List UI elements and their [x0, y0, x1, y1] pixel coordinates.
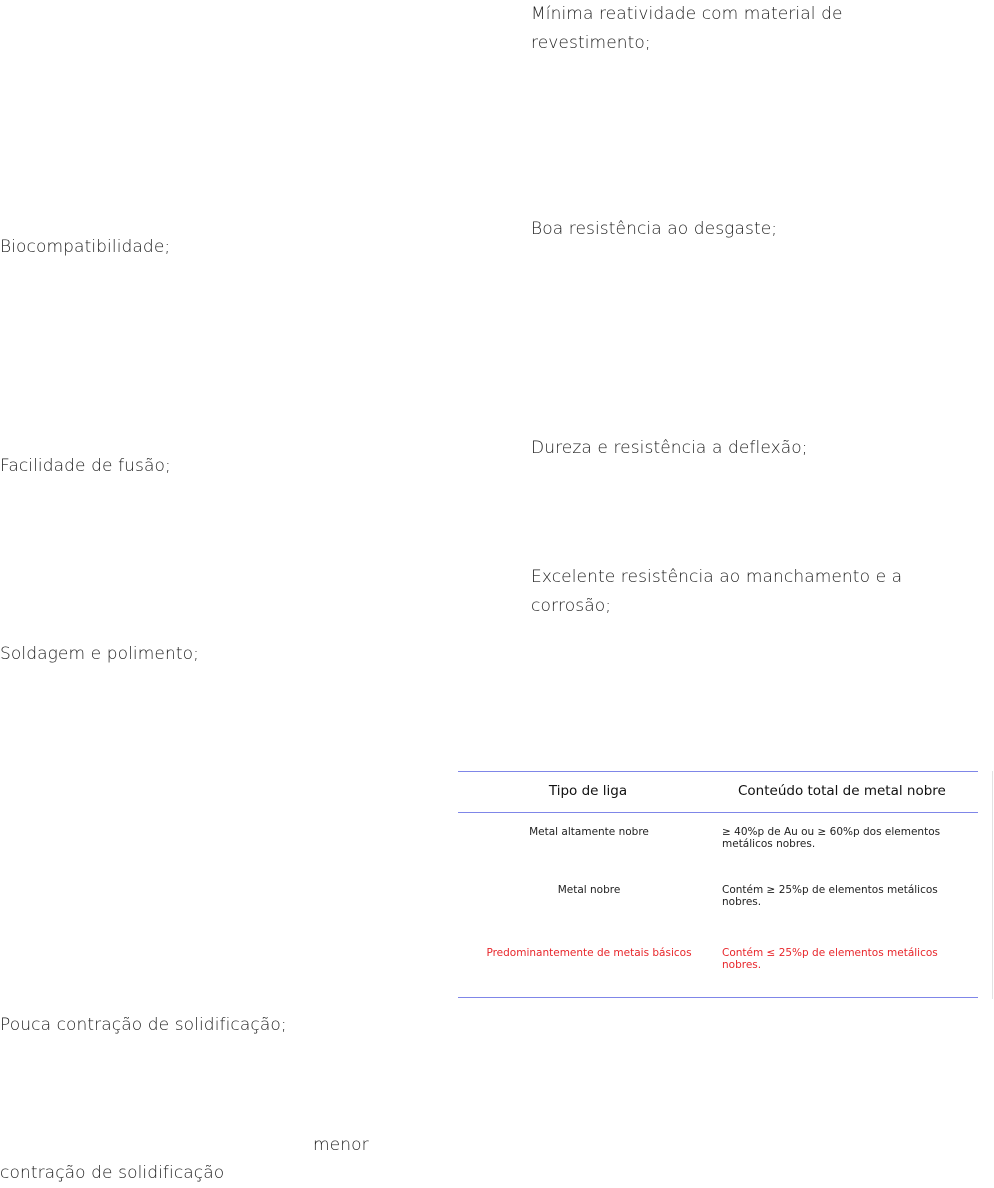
text-left-soldering: Soldagem e polimento; [0, 644, 199, 664]
table-side-border [992, 771, 993, 999]
table-rule-bottom [458, 997, 978, 998]
table-header-content: Conteúdo total de metal nobre [738, 783, 946, 799]
table-row-3-content: Contém ≤ 25%p de elementos metálicos nobres. [722, 947, 938, 971]
table-rule-top [458, 771, 978, 772]
table-row-1-content: ≥ 40%p de Au ou ≥ 60%p dos elementos metálicos nobres. [722, 826, 941, 850]
table-row-1-type: Metal altamente nobre [529, 826, 649, 838]
text-right-hardness: Dureza e resistência a deflexão; [531, 438, 808, 458]
text-right-reactivity: Mínima reatividade com material de revestimento; [531, 4, 843, 53]
table-row-2-type: Metal nobre [557, 884, 621, 896]
table-rule-header [458, 812, 978, 813]
text-left-casting-ease: Facilidade de fusão; [0, 456, 171, 476]
text-left-biocompatibility: Biocompatibilidade; [0, 237, 171, 257]
text-fragment-shrinkage: contração de solidificação [0, 1163, 225, 1183]
text-fragment-menor: menor [313, 1135, 369, 1155]
text-left-shrinkage: Pouca contração de solidificação; [0, 1015, 287, 1035]
alloy-classification-table [458, 771, 978, 999]
table-row-2-content: Contém ≥ 25%p de elementos metálicos nobres. [722, 884, 938, 908]
table-header-type: Tipo de liga [548, 783, 628, 799]
table-row-3-type: Predominantemente de metais básicos [486, 947, 692, 959]
text-right-tarnish-resistance: Excelente resistência ao manchamento e a corrosão; [531, 567, 903, 616]
text-right-wear-resistance: Boa resistência ao desgaste; [531, 219, 778, 239]
